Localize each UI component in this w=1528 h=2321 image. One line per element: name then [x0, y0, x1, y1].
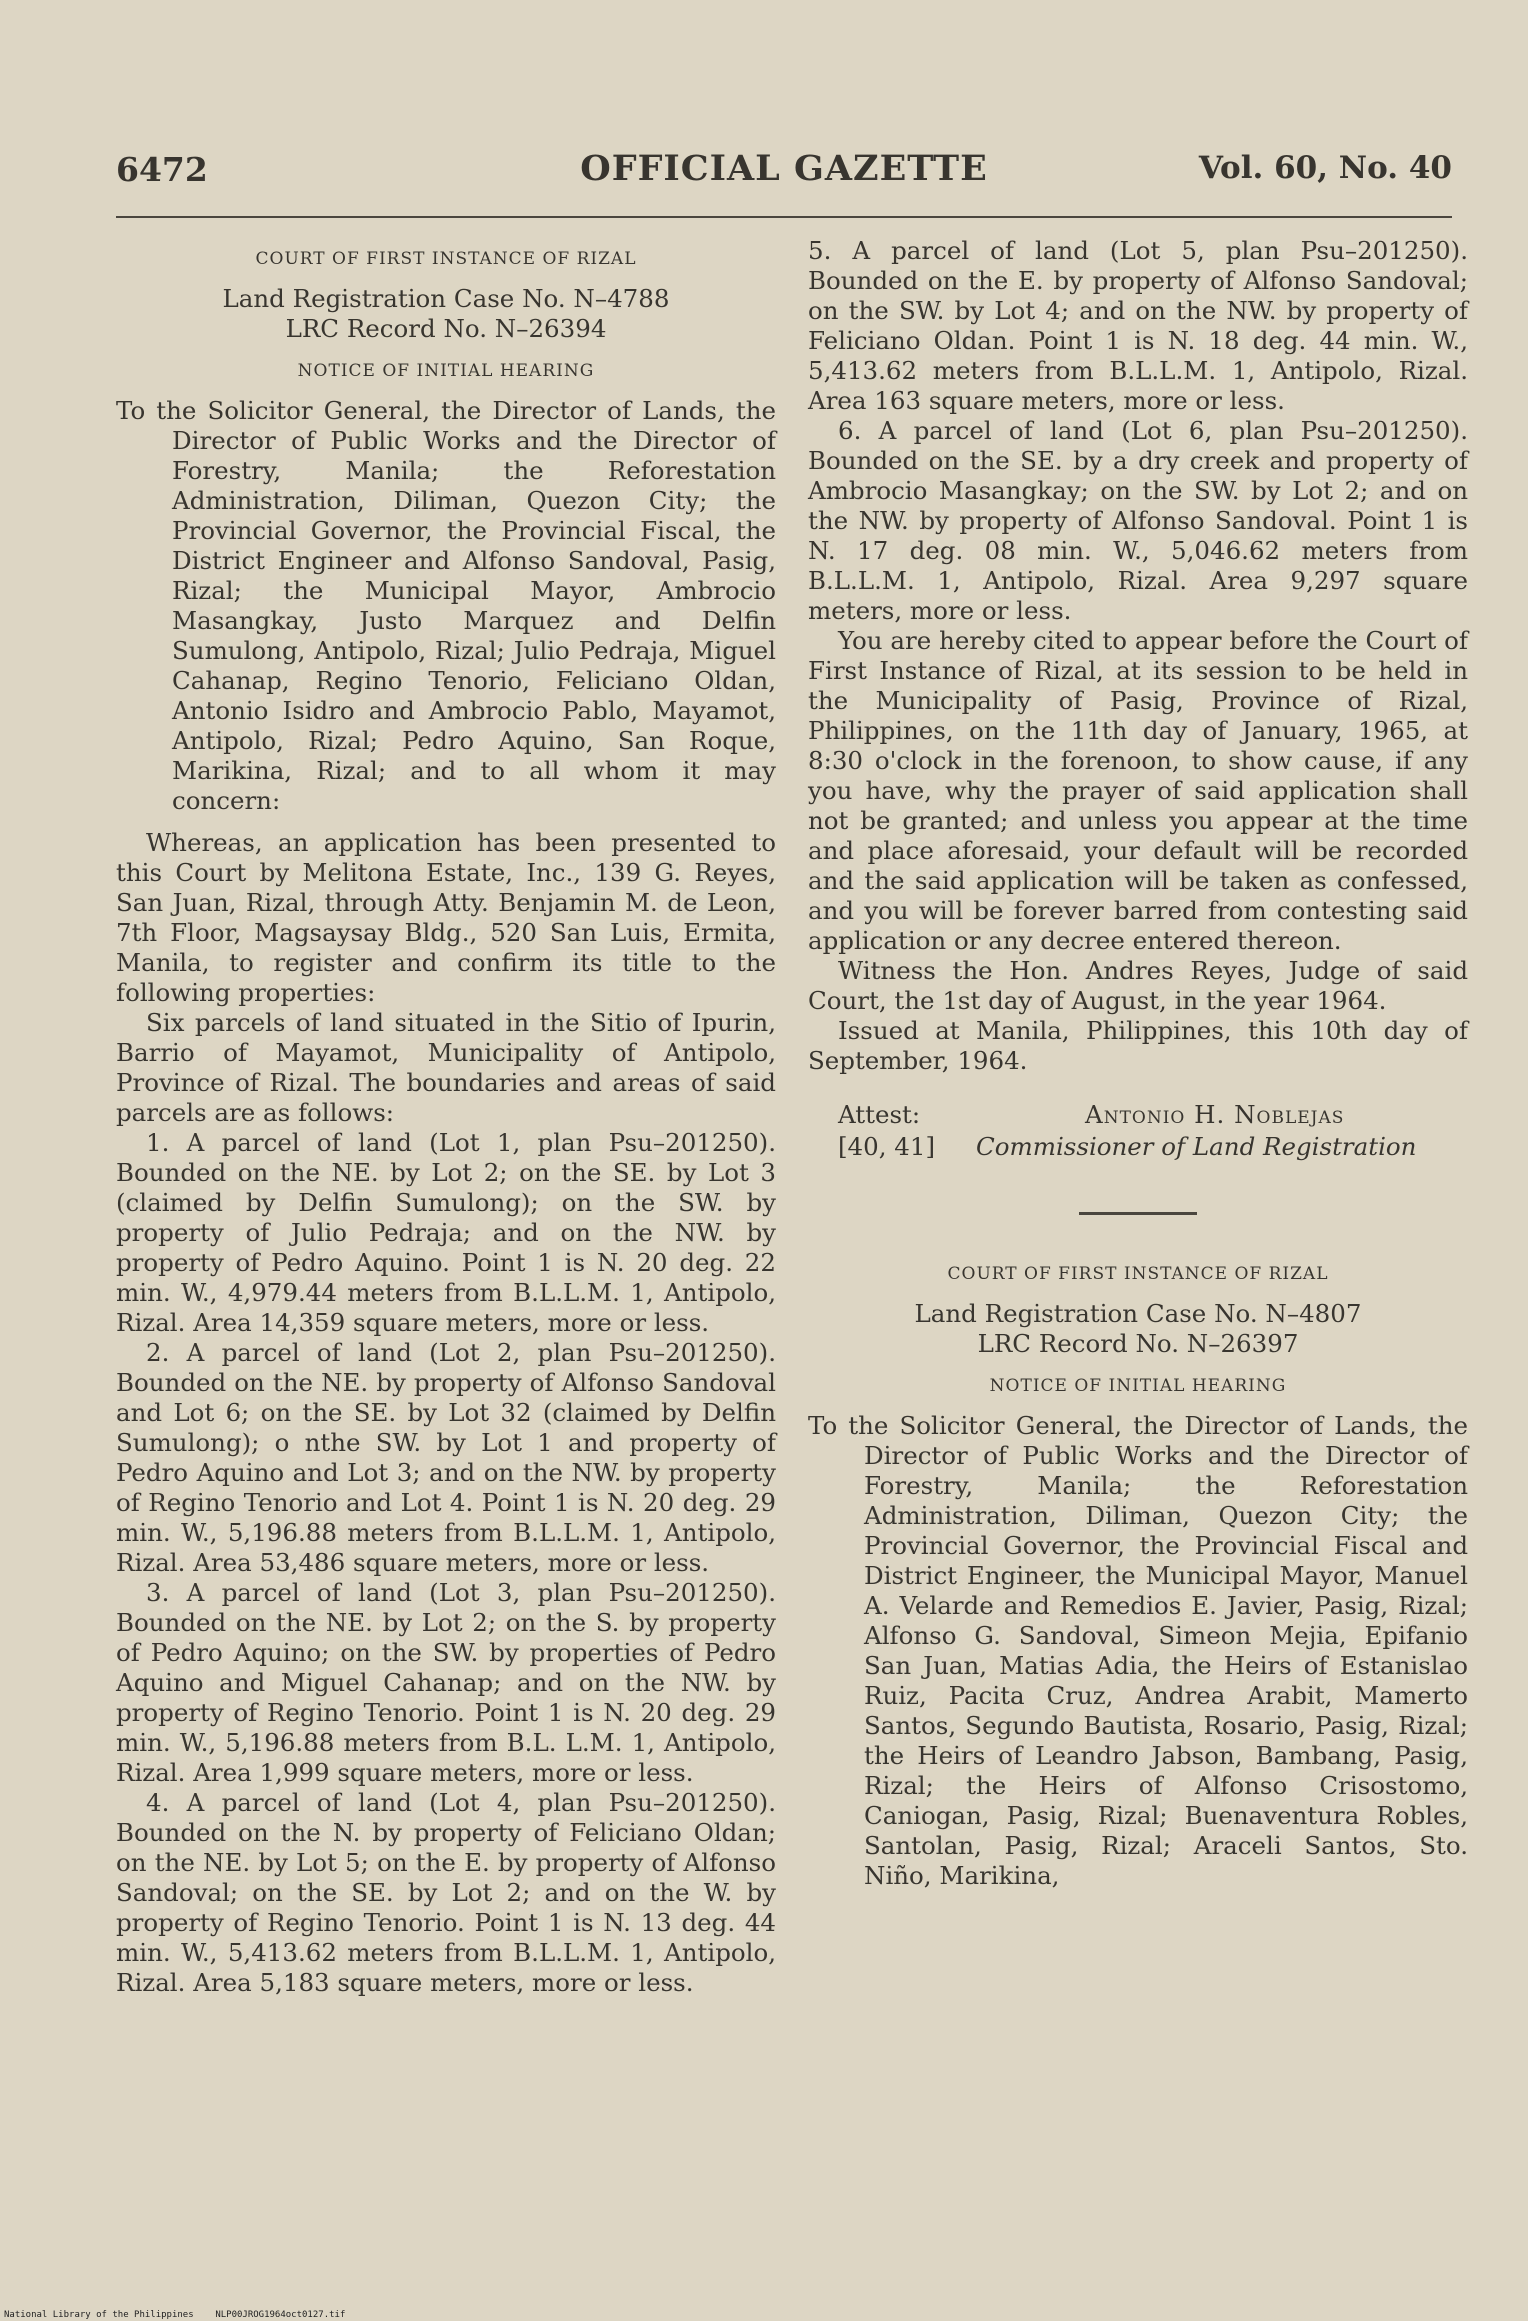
volume-number: Vol. 60, No. 40 — [1198, 150, 1452, 186]
header-rule — [116, 216, 1452, 218]
attestation — [808, 1100, 1468, 1164]
issued-paragraph: Issued at Manila, Philippines, this 10th day of September, 1964. — [808, 1016, 1468, 1075]
notice-divider — [1079, 1212, 1197, 1215]
commissioner-title: Commissioner of Land Registration — [976, 1132, 1417, 1161]
lot-5-description: 5. A parcel of land (Lot 5, plan Psu–201250). Bounded on the E. by property of Alfonso Sandoval; on the SW. by Lot 4; and on the NW. by property of Feliciano Oldan. Point 1 is N. 18 deg. 44 min. W., 5,413.62 meters from B.L.L.M. 1, Antipolo, Rizal. Area 163 square meters, more or less. — [808, 236, 1468, 415]
lrc-record: LRC Record No. N–26394 — [285, 314, 607, 343]
attest-label: Attest: — [838, 1100, 921, 1129]
addressees: To the Solicitor General, the Director of Lands, the Director of Public Works and the Director of Forestry, Manila; the Reforestation Administration, Diliman, Quezon City; the Provincial Governor, the Provincial Fiscal, the District Engineer and Alfonso Sandoval, Pasig, Rizal; the Municipal Mayor, Ambrocio Masangkay, Justo Marquez and Delfin Sumulong, Antipolo, Rizal; Julio Pedraja, Miguel Cahanap, Regino Tenorio, Feliciano Oldan, Antonio Isidro and Ambrocio Pablo, Mayamot, Antipolo, Rizal; Pedro Aquino, San Roque, Marikina, Rizal; and to all whom it may concern: — [116, 396, 776, 815]
addressees-2: To the Solicitor General, the Director of Lands, the Director of Public Works and the Director of Forestry, Manila; the Reforestation Administration, Diliman, Quezon City; the Provincial Governor, the Provincial Fiscal and District Engineer, the Municipal Mayor, Manuel A. Velarde and Remedios E. Javier, Pasig, Rizal; Alfonso G. Sandoval, Simeon Mejia, Epifanio San Juan, Matias Adia, the Heirs of Estanislao Ruiz, Pacita Cruz, Andrea Arabit, Mamerto Santos, Segundo Bautista, Rosario, Pasig, Rizal; the Heirs of Leandro Jabson, Bambang, Pasig, Rizal; the Heirs of Alfonso Crisostomo, Caniogan, Pasig, Rizal; Buenaventura Robles, Santolan, Pasig, Rizal; Araceli Santos, Sto. Niño, Marikina, — [808, 1411, 1468, 1890]
notice-heading: NOTICE OF INITIAL HEARING — [297, 361, 595, 381]
case-number-2: Land Registration Case No. N–4807 — [914, 1299, 1362, 1328]
lot-6-description: 6. A parcel of land (Lot 6, plan Psu–201250). Bounded on the SE. by a dry creek and property of Ambrocio Masangkay; on the SW. by Lot 2; and on the NW. by property of Alfonso Sandoval. Point 1 is N. 17 deg. 08 min. W., 5,046.62 meters from B.L.L.M. 1, Antipolo, Rizal. Area 9,297 square meters, more or less. — [808, 416, 1468, 625]
commissioner-name: Antonio H. Noblejas — [1085, 1100, 1345, 1129]
citation-paragraph: You are hereby cited to appear before the Court of First Instance of Rizal, at its session to be held in the Municipality of Pasig, Province of Rizal, Philippines, on the 11th day of January, 1965, at 8:30 o'clock in the forenoon, to show cause, if any you have, why the prayer of said application shall not be granted; and unless you appear at the time and place aforesaid, your default will be recorded and the said application will be taken as confessed, and you will be forever barred from contesting said application or any decree entered thereon. — [808, 626, 1468, 955]
lrc-record-2: LRC Record No. N–26397 — [977, 1329, 1299, 1358]
lot-3-description: 3. A parcel of land (Lot 3, plan Psu–201250). Bounded on the NE. by Lot 2; on the S. by property of Pedro Aquino; on the SW. by properties of Pedro Aquino and Miguel Cahanap; and on the NW. by property of Regino Tenorio. Point 1 is N. 20 deg. 29 min. W., 5,196.88 meters from B.L. L.M. 1, Antipolo, Rizal. Area 1,999 square meters, more or less. — [116, 1578, 776, 1787]
notice-heading-2: NOTICE OF INITIAL HEARING — [989, 1376, 1287, 1396]
publication-title: OFFICIAL GAZETTE — [580, 148, 988, 189]
right-column — [808, 236, 1468, 1903]
parcels-intro: Six parcels of land situated in the Sitio of Ipurin, Barrio of Mayamot, Municipality of Antipolo, Province of Rizal. The boundaries and areas of said parcels are as follows: — [116, 1008, 776, 1127]
scan-footer: National Library of the Philippines NLP00JROG1964oct0127.tif — [4, 2310, 346, 2320]
whereas-paragraph: Whereas, an application has been presented to this Court by Melitona Estate, Inc., 139 G. Reyes, San Juan, Rizal, through Atty. Benjamin M. de Leon, 7th Floor, Magsaysay Bldg., 520 San Luis, Ermita, Manila, to register and confirm its title to the following properties: — [116, 828, 776, 1007]
lot-1-description: 1. A parcel of land (Lot 1, plan Psu–201250). Bounded on the NE. by Lot 2; on the SE. by Lot 3 (claimed by Delfin Sumulong); on the SW. by property of Julio Pedraja; and on the NW. by property of Pedro Aquino. Point 1 is N. 20 deg. 22 min. W., 4,979.44 meters from B.L.L.M. 1, Antipolo, Rizal. Area 14,359 square meters, more or less. — [116, 1128, 776, 1337]
page-number: 6472 — [116, 150, 208, 189]
lot-4-description: 4. A parcel of land (Lot 4, plan Psu–201250). Bounded on the N. by property of Feliciano Oldan; on the NE. by Lot 5; on the E. by property of Alfonso Sandoval; on the SE. by Lot 2; and on the W. by property of Regino Tenorio. Point 1 is N. 13 deg. 44 min. W., 5,413.62 meters from B.L.L.M. 1, Antipolo, Rizal. Area 5,183 square meters, more or less. — [116, 1788, 776, 1997]
attest-numbers: [40, 41] — [838, 1132, 936, 1161]
page-header — [116, 150, 1452, 200]
left-column — [116, 236, 776, 1998]
witness-paragraph: Witness the Hon. Andres Reyes, Judge of said Court, the 1st day of August, in the year 1964. — [808, 956, 1468, 1015]
court-heading-2: COURT OF FIRST INSTANCE OF RIZAL — [947, 1264, 1329, 1284]
court-heading: COURT OF FIRST INSTANCE OF RIZAL — [255, 249, 637, 269]
lot-2-description: 2. A parcel of land (Lot 2, plan Psu–201250). Bounded on the NE. by property of Alfonso Sandoval and Lot 6; on the SE. by Lot 32 (claimed by Delfin Sumulong); o nthe SW. by Lot 1 and property of Pedro Aquino and Lot 3; and on the NW. by property of Regino Tenorio and Lot 4. Point 1 is N. 20 deg. 29 min. W., 5,196.88 meters from B.L.L.M. 1, Antipolo, Rizal. Area 53,486 square meters, more or less. — [116, 1338, 776, 1577]
case-number: Land Registration Case No. N–4788 — [222, 284, 670, 313]
